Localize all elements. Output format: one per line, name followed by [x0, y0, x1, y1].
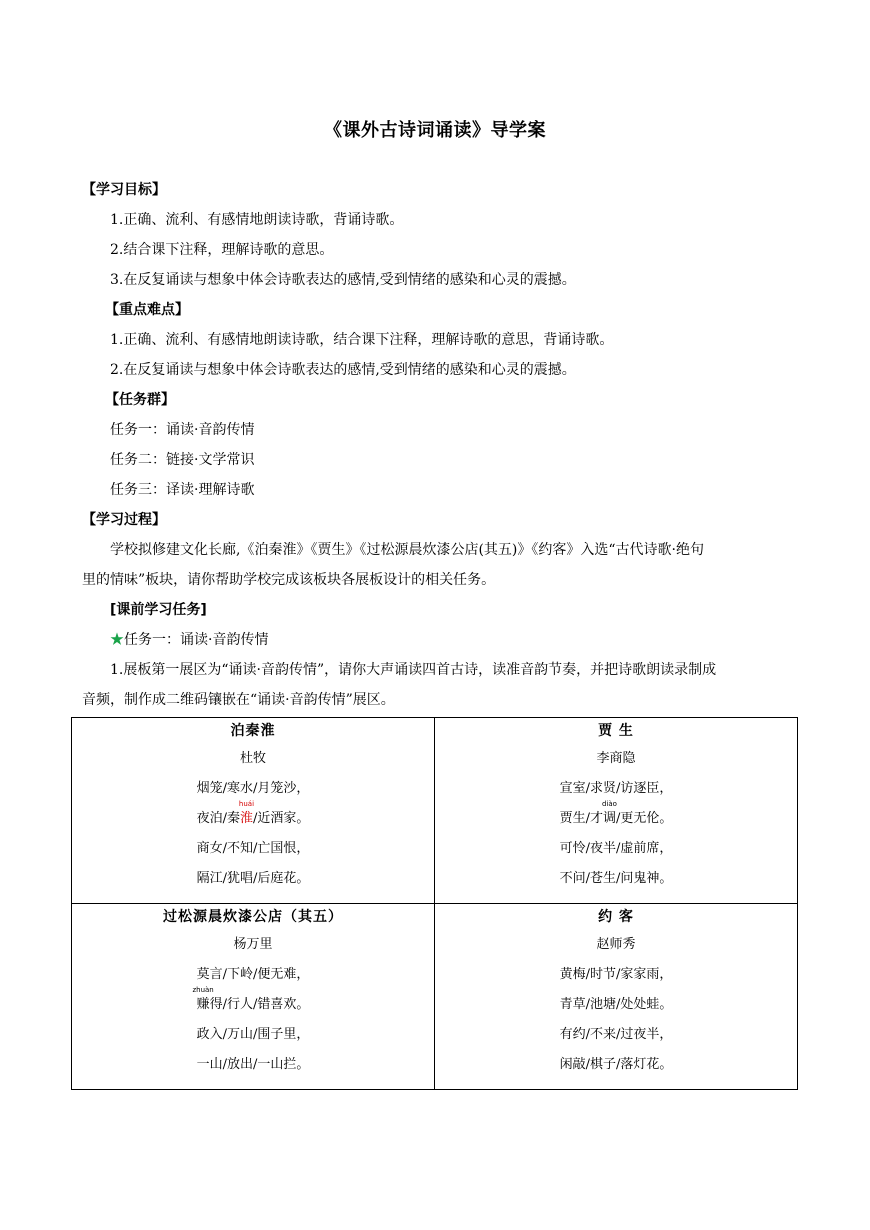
annotated-char: 调 — [602, 811, 616, 826]
pinyin: diào — [602, 800, 617, 808]
poem-line-part: /更无伦。 — [616, 811, 673, 826]
poem-cell-guosongyuan — [72, 904, 435, 1090]
section-header-tasks: 【任务群】 — [105, 392, 175, 408]
poem-line-annotated — [72, 800, 434, 829]
poem-line-part: 得/行人/错喜欢。 — [209, 997, 310, 1012]
pinyin: huái — [238, 800, 255, 808]
poem-author: 赵师秀 — [596, 937, 636, 952]
poem-title: 约 客 — [598, 909, 634, 925]
task-item: 任务三：译读·理解诗歌 — [110, 482, 255, 498]
poem-line: 政入/万山/围子里， — [196, 1027, 310, 1042]
poem-line-part: 贾生/才 — [559, 811, 603, 826]
pinyin-annotated-char — [238, 800, 255, 829]
goal-item: 1.正确、流利、有感情地朗读诗歌，背诵诗歌。 — [110, 212, 404, 228]
task1-title: 任务一：诵读·音韵传情 — [124, 632, 269, 648]
task1-description: 1.展板第一展区为“诵读·音韵传情”，请你大声诵读四首古诗，读准音韵节奏，并把诗歌朗读录制成 — [110, 662, 717, 678]
pinyin-annotated-char — [602, 800, 617, 829]
task1-description-cont: 音频，制作成二维码镶嵌在“诵读·音韵传情”展区。 — [82, 692, 395, 708]
poem-table — [71, 717, 798, 1090]
poem-line: 烟笼/寒水/月笼沙， — [196, 781, 310, 796]
pinyin-annotated-char — [192, 986, 214, 1015]
task-item: 任务一：诵读·音韵传情 — [110, 422, 255, 438]
poem-line: 可怜/夜半/虚前席， — [559, 841, 673, 856]
poem-line: 一山/放出/一山拦。 — [196, 1057, 310, 1072]
key-item: 2.在反复诵读与想象中体会诗歌表达的感情,受到情绪的感染和心灵的震撼。 — [110, 362, 576, 378]
poem-title: 过松源晨炊漆公店（其五） — [163, 909, 343, 925]
poem-line: 宣室/求贤/访逐臣， — [559, 781, 673, 796]
poem-line-annotated — [435, 800, 797, 829]
poem-author: 杜牧 — [239, 751, 266, 766]
page-title: 《课外古诗词诵读》导学案 — [324, 120, 546, 141]
key-item: 1.正确、流利、有感情地朗读诗歌，结合课下注释，理解诗歌的意思，背诵诗歌。 — [110, 332, 614, 348]
poem-line: 隔江/犹唱/后庭花。 — [196, 871, 310, 886]
pre-class-task-header: [课前学习任务] — [110, 602, 207, 618]
annotated-char: 赚 — [196, 997, 210, 1012]
poem-line-part: /近酒家。 — [253, 811, 310, 826]
poem-cell-boqinhuai — [72, 718, 435, 904]
poem-author: 李商隐 — [596, 751, 636, 766]
goal-item: 3.在反复诵读与想象中体会诗歌表达的感情,受到情绪的感染和心灵的震撼。 — [110, 272, 576, 288]
section-header-key-points: 【重点难点】 — [105, 302, 189, 318]
intro-paragraph-cont: 里的情味”板块，请你帮助学校完成该板块各展板设计的相关任务。 — [82, 572, 496, 588]
poem-line-annotated — [72, 986, 434, 1015]
poem-author: 杨万里 — [233, 937, 273, 952]
poem-line: 不问/苍生/问鬼神。 — [559, 871, 673, 886]
poem-line: 闲敲/棋子/落灯花。 — [559, 1057, 673, 1072]
poem-cell-jiasheng — [435, 718, 798, 904]
poem-line: 有约/不来/过夜半， — [559, 1027, 673, 1042]
annotated-char: 淮 — [239, 811, 253, 826]
poem-line: 商女/不知/亡国恨， — [196, 841, 310, 856]
poem-line-part: 夜泊/秦 — [196, 811, 240, 826]
intro-paragraph: 学校拟修建文化长廊,《泊秦淮》《贾生》《过松源晨炊漆公店(其五)》《约客》入选“古代诗歌·绝句 — [110, 542, 704, 558]
section-header-process: 【学习过程】 — [82, 512, 166, 528]
poem-cell-yueke — [435, 904, 798, 1090]
poem-line: 黄梅/时节/家家雨， — [559, 967, 673, 982]
poem-line: 莫言/下岭/便无难， — [196, 967, 310, 982]
poem-line: 青草/池塘/处处蛙。 — [559, 997, 673, 1012]
goal-item: 2.结合课下注释，理解诗歌的意思。 — [110, 242, 334, 258]
section-header-goals: 【学习目标】 — [82, 182, 166, 198]
pinyin: zhuàn — [192, 986, 214, 994]
task1-heading — [110, 630, 268, 650]
poem-title: 泊秦淮 — [230, 723, 276, 739]
task-item: 任务二：链接·文学常识 — [110, 452, 255, 468]
poem-title: 贾 生 — [598, 723, 634, 739]
star-icon: ★ — [110, 632, 124, 648]
